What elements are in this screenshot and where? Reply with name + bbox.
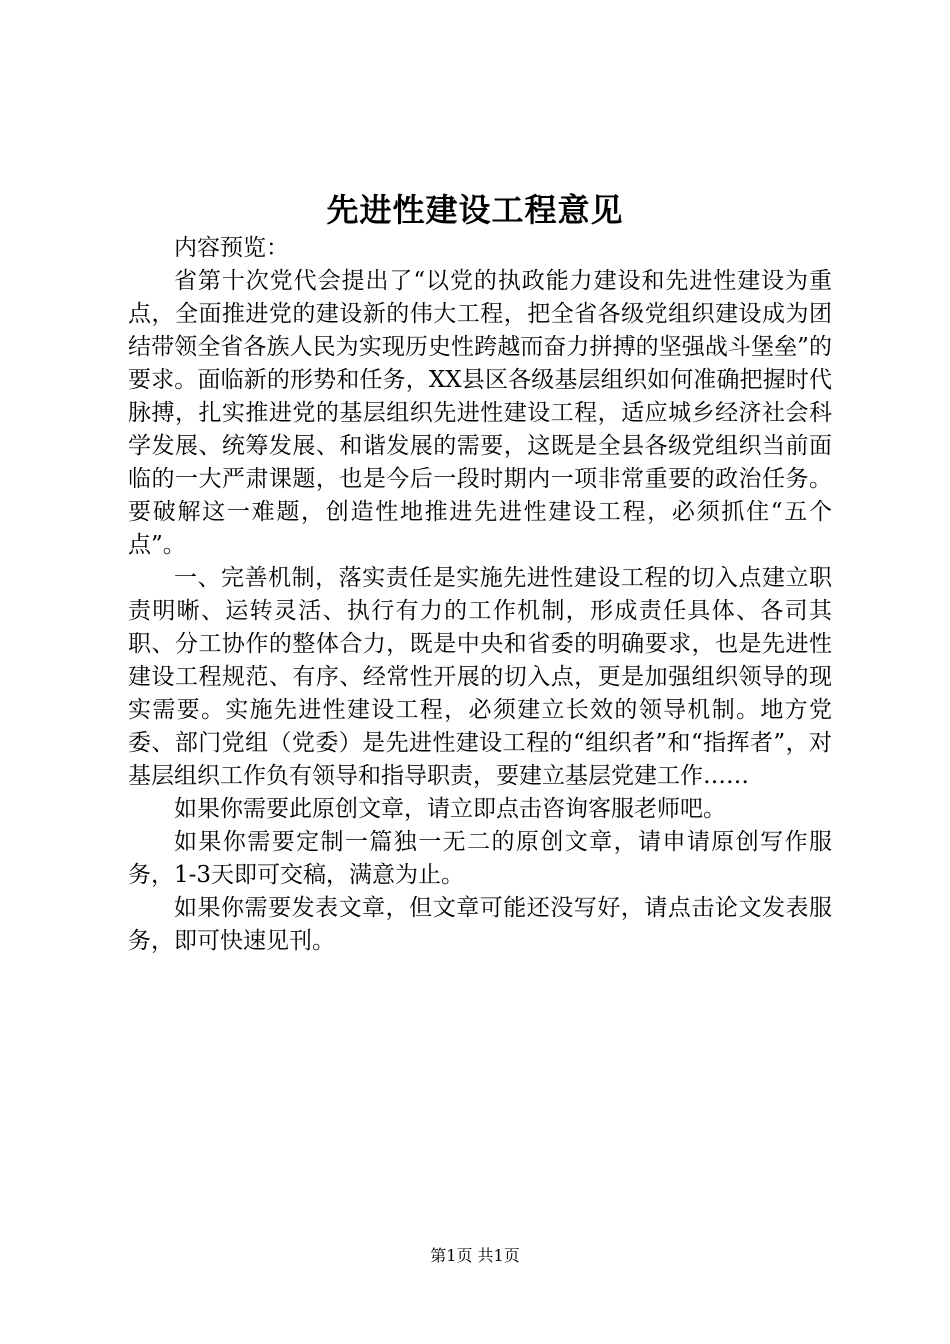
service-note-publishing: 如果你需要发表文章，但文章可能还没写好，请点击论文发表服务，即可快速见刊。: [128, 895, 832, 954]
service-note-custom-writing: 如果你需要定制一篇独一无二的原创文章，请申请原创写作服务，1-3天即可交稿，满意为止。: [128, 829, 832, 888]
body-paragraph-section-one: 一、完善机制，落实责任是实施先进性建设工程的切入点建立职责明晰、运转灵活、执行有力的工作机制，形成责任具体、各司其职、分工协作的整体合力，既是中央和省委的明确要求，也是先进性建设工程规范、有序、经常性开展的切入点，更是加强组织领导的现实需要。实施先进性建设工程，必须建立长效的领导机制。地方党委、部门党组（党委）是先进性建设工程的“组织者”和“指挥者”，对基层组织工作负有领导和指导职责，要建立基层党建工作……: [128, 565, 832, 789]
page-number-footer: 第1页 共1页: [430, 1246, 520, 1265]
document-body: [128, 232, 832, 958]
preview-label: 内容预览：: [174, 235, 289, 261]
document-title: 先进性建设工程意见: [326, 191, 624, 229]
service-note-consult: 如果你需要此原创文章，请立即点击咨询客服老师吧。: [174, 796, 726, 822]
body-paragraph-intro: 省第十次党代会提出了“以党的执政能力建设和先进性建设为重点，全面推进党的建设新的伟大工程，把全省各级党组织建设成为团结带领全省各族人民为实现历史性跨越而奋力拼搏的坚强战斗堡垒”的要求。面临新的形势和任务，XX县区各级基层组织如何准确把握时代脉搏，扎实推进党的基层组织先进性建设工程，适应城乡经济社会科学发展、统筹发展、和谐发展的需要，这既是全县各级党组织当前面临的一大严肃课题，也是今后一段时期内一项非常重要的政治任务。要破解这一难题，创造性地推进先进性建设工程，必须抓住“五个点”。: [128, 268, 832, 558]
